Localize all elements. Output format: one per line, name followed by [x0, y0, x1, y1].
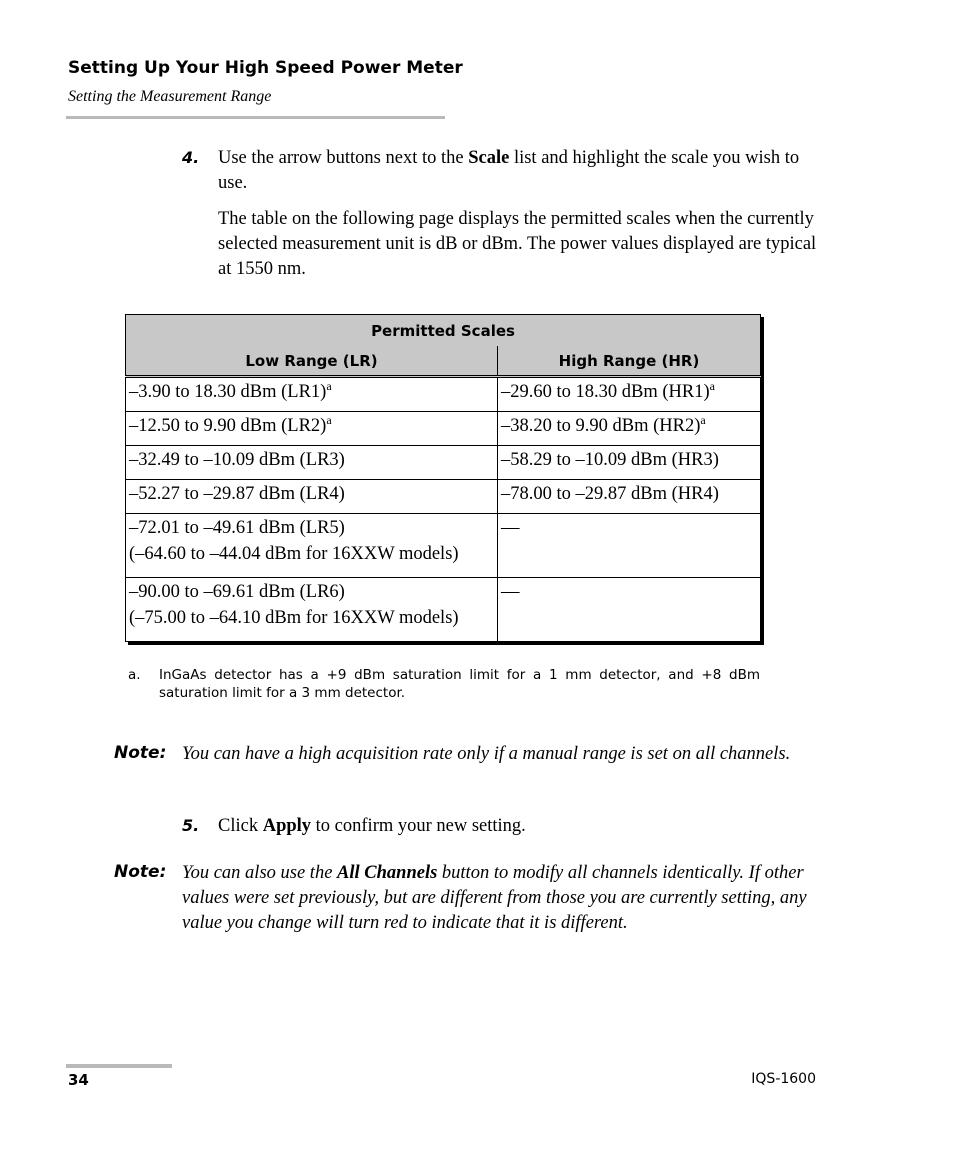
- high-range-cell: –29.60 to 18.30 dBm $(HR1)^a$: [498, 377, 761, 412]
- column-header-high-range: High Range (HR): [498, 346, 761, 377]
- permitted-scales-table: [125, 314, 761, 642]
- footnote-text: InGaAs detector has a +9 dBm saturation limit for a 1 mm detector, and +8 dBm saturation limit for a 3 mm detector.: [159, 667, 760, 701]
- table-row: [126, 377, 761, 412]
- step-4-instruction: Use the arrow buttons next to the Scale list and highlight the scale you wish to use.: [218, 148, 800, 193]
- table-row: [126, 480, 761, 514]
- header-divider: [66, 116, 445, 119]
- column-header-low-range: Low Range (LR): [126, 346, 498, 377]
- high-range-cell: —: [498, 578, 761, 642]
- section-subtitle: Setting the Measurement Range: [68, 88, 272, 105]
- table-row: [126, 412, 761, 446]
- footnote-ref: a: [709, 378, 715, 393]
- apply-term: Apply: [262, 816, 312, 836]
- table-row: [126, 578, 761, 642]
- table-row: [126, 514, 761, 578]
- low-range-cell: –3.90 to 18.30 dBm $(LR1)^a$: [126, 377, 498, 412]
- step-5-instruction: Click Apply to confirm your new setting.: [218, 816, 526, 836]
- footnote-ref: a: [700, 412, 706, 427]
- high-range-cell: –58.29 to –10.09 dBm (HR3): [498, 446, 761, 480]
- step-4-number: 4.: [182, 148, 200, 167]
- low-range-cell: –52.27 to –29.87 dBm (LR4): [126, 480, 498, 514]
- model-variant-note: (–64.60 to –44.04 dBm for 16XXW models): [129, 544, 459, 564]
- footnote-mark: a.: [128, 667, 141, 683]
- note-1-text: You can have a high acquisition rate only if a manual range is set on all channels.: [182, 744, 791, 764]
- all-channels-term: All Channels: [337, 863, 438, 883]
- note-2-text: You can also use the All Channels button to modify all channels identically. If other values were set previously, but are different from those you are currently setting, any value you change will turn red to indicate that it is different.: [182, 863, 807, 933]
- low-range-cell: –90.00 to –69.61 dBm (LR6) (–75.00 to –64.10 dBm for 16XXW models): [126, 578, 498, 642]
- page-number: 34: [68, 1071, 89, 1089]
- low-range-cell: –12.50 to 9.90 dBm $(LR2)^a$: [126, 412, 498, 446]
- footer-divider: [66, 1064, 172, 1068]
- table-footnote: [128, 666, 760, 702]
- high-range-cell: –78.00 to –29.87 dBm (HR4): [498, 480, 761, 514]
- note-1-label: Note:: [114, 743, 167, 763]
- chapter-title: Setting Up Your High Speed Power Meter: [68, 58, 463, 78]
- document-code: IQS-1600: [751, 1071, 816, 1087]
- scale-list-term: Scale: [468, 148, 510, 168]
- low-range-cell: –32.49 to –10.09 dBm (LR3): [126, 446, 498, 480]
- model-variant-note: (–75.00 to –64.10 dBm for 16XXW models): [129, 608, 459, 628]
- table-title: Permitted Scales: [126, 315, 761, 347]
- table-row: [126, 446, 761, 480]
- step-5-number: 5.: [182, 816, 200, 835]
- footnote-ref: a: [326, 378, 332, 393]
- note-2-label: Note:: [114, 862, 167, 882]
- footnote-ref: a: [326, 412, 332, 427]
- high-range-cell: —: [498, 514, 761, 578]
- step-4-explanation: The table on the following page displays the permitted scales when the currently selected measurement unit is dB or dBm. The power values displayed are typical at 1550 nm.: [218, 209, 817, 279]
- high-range-cell: –38.20 to 9.90 dBm $(HR2)^a$: [498, 412, 761, 446]
- low-range-cell: –72.01 to –49.61 dBm (LR5) (–64.60 to –44.04 dBm for 16XXW models): [126, 514, 498, 578]
